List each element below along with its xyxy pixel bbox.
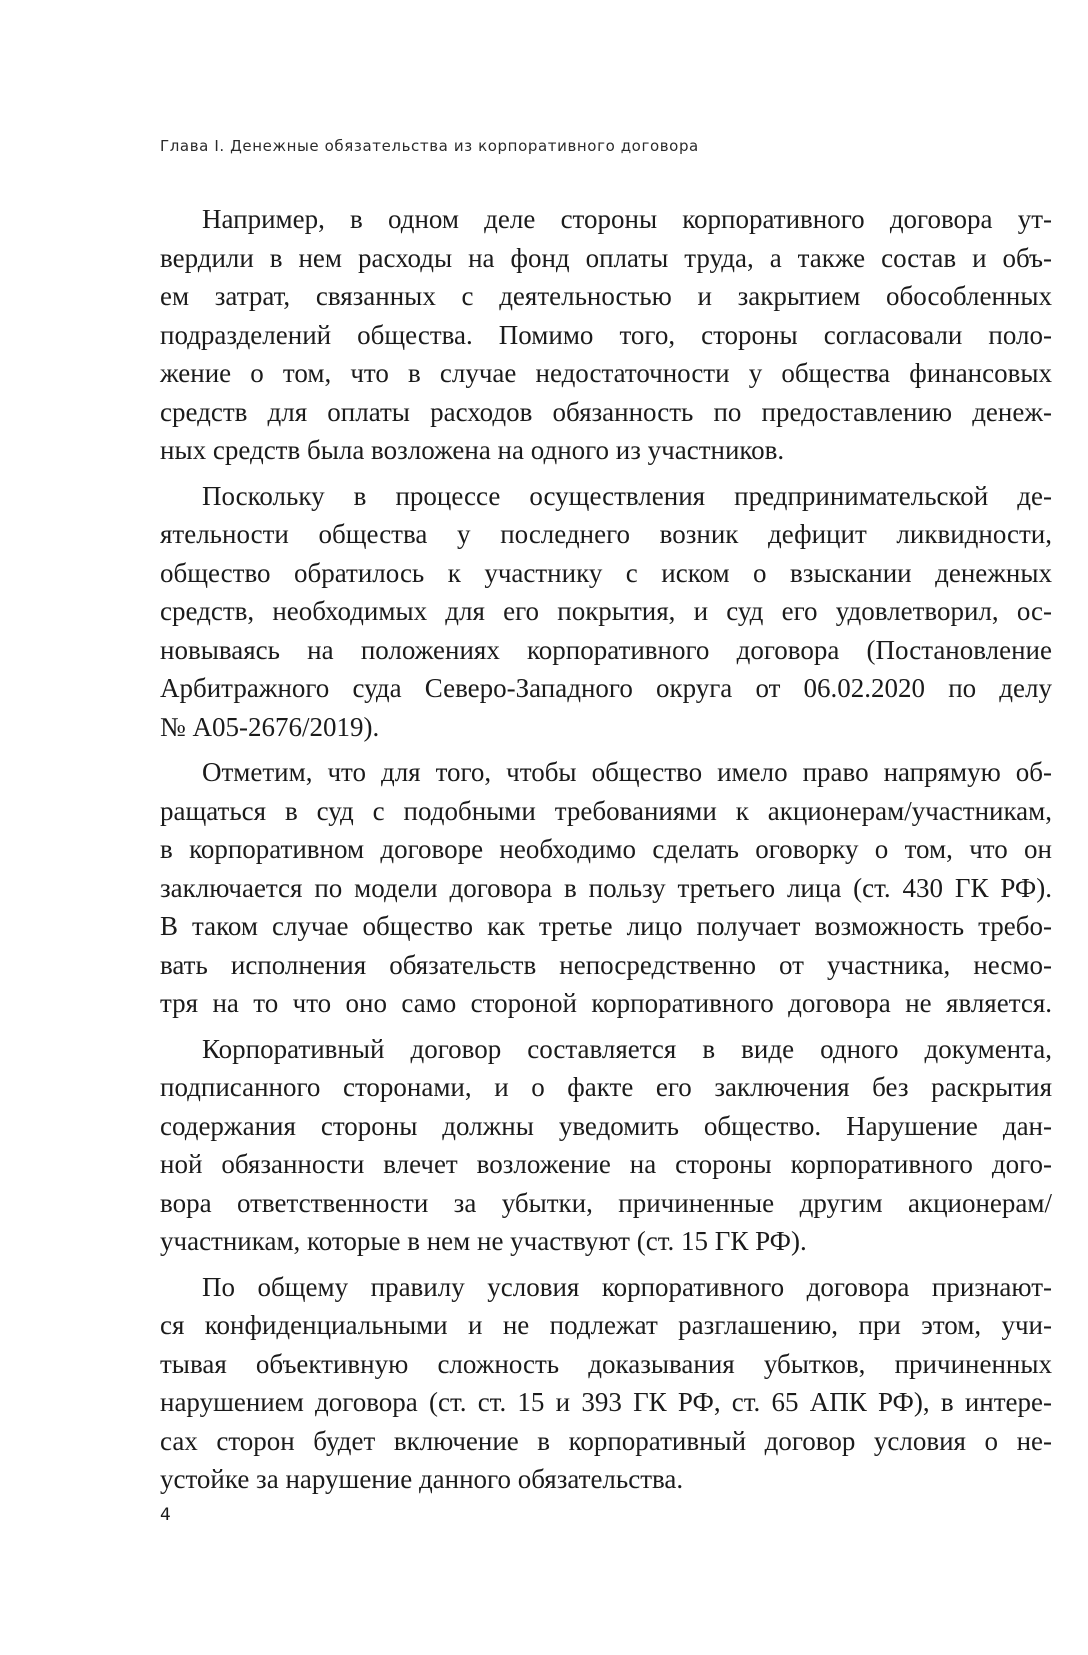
paragraph	[160, 1030, 1052, 1261]
text-line: общество обратилось к участнику с иском о взыскании денежных	[160, 557, 1052, 588]
text-line: ятельности общества у последнего возник дефицит ликвидности,	[160, 519, 1052, 549]
text-line: Отметим, что для того, чтобы общество имело право напрямую об-	[202, 757, 1052, 787]
text-line: подписанного сторонами, и о факте его заключения без раскрытия	[160, 1072, 1052, 1102]
text-line: Арбитражного суда Северо-Западного округа от 06.02.2020 по делу	[160, 673, 1052, 703]
text-line: ращаться в суд с подобными требованиями к акционерам/участникам,	[160, 795, 1052, 826]
text-line: В таком случае общество как третье лицо получает возможность требо-	[160, 911, 1052, 941]
text-line: участникам, которые в нем не участвуют (ст. 15 ГК РФ).	[160, 1226, 807, 1256]
text-line: Корпоративный договор составляется в виде одного документа,	[202, 1033, 1052, 1064]
text-line: новываясь на положениях корпоративного договора (Постановление	[160, 634, 1052, 665]
text-line: заключается по модели договора в пользу третьего лица (ст. 430 ГК РФ).	[160, 872, 1052, 903]
text-line: нарушением договора (ст. ст. 15 и 393 ГК РФ, ст. 65 АПК РФ), в интере-	[160, 1387, 1052, 1417]
text-line: содержания стороны должны уведомить общество. Нарушение дан-	[160, 1110, 1052, 1141]
text-line: средств, необходимых для его покрытия, и суд его удовлетворил, ос-	[160, 596, 1052, 626]
paragraph	[160, 753, 1052, 1023]
text-line: подразделений общества. Помимо того, стороны согласовали поло-	[160, 319, 1052, 350]
running-header: Глава I. Денежные обязательства из корпоративного договора	[160, 137, 699, 155]
paragraph	[160, 200, 1052, 470]
paragraph	[160, 1268, 1052, 1499]
text-line: ем затрат, связанных с деятельностью и закрытием обособленных	[160, 281, 1052, 311]
text-line: № А05-2676/2019).	[160, 711, 380, 742]
text-line: сах сторон будет включение в корпоративный договор условия о не-	[160, 1425, 1052, 1456]
text-line: устойке за нарушение данного обязательства.	[160, 1464, 684, 1494]
text-line: ной обязанности влечет возложение на стороны корпоративного дого-	[160, 1149, 1052, 1179]
text-line: По общему правилу условия корпоративного договора признают-	[202, 1271, 1052, 1302]
text-line: Поскольку в процессе осуществления предпринимательской де-	[202, 480, 1052, 511]
text-line: тывая объективную сложность доказывания убытков, причиненных	[160, 1348, 1052, 1379]
paragraph	[160, 477, 1052, 747]
text-line: тря на то что оно само стороной корпоративного договора не является.	[160, 988, 1052, 1018]
text-line: жение о том, что в случае недостаточности у общества финансовых	[160, 358, 1052, 388]
text-line: средств для оплаты расходов обязанность по предоставлению денеж-	[160, 396, 1052, 427]
text-line: ся конфиденциальными и не подлежат разглашению, при этом, учи-	[160, 1310, 1052, 1340]
text-line: ных средств была возложена на одного из участников.	[160, 435, 785, 465]
page-number: 4	[160, 1505, 171, 1525]
document-body	[160, 200, 1052, 1506]
text-line: вора ответственности за убытки, причиненные другим акционерам/	[160, 1187, 1052, 1218]
text-line: вать исполнения обязательств непосредственно от участника, несмо-	[160, 949, 1052, 980]
text-line: в корпоративном договоре необходимо сделать оговорку о том, что он	[160, 834, 1052, 864]
text-line: Например, в одном деле стороны корпоративного договора ут-	[202, 204, 1052, 234]
text-line: вердили в нем расходы на фонд оплаты труда, а также состав и объ-	[160, 242, 1052, 273]
